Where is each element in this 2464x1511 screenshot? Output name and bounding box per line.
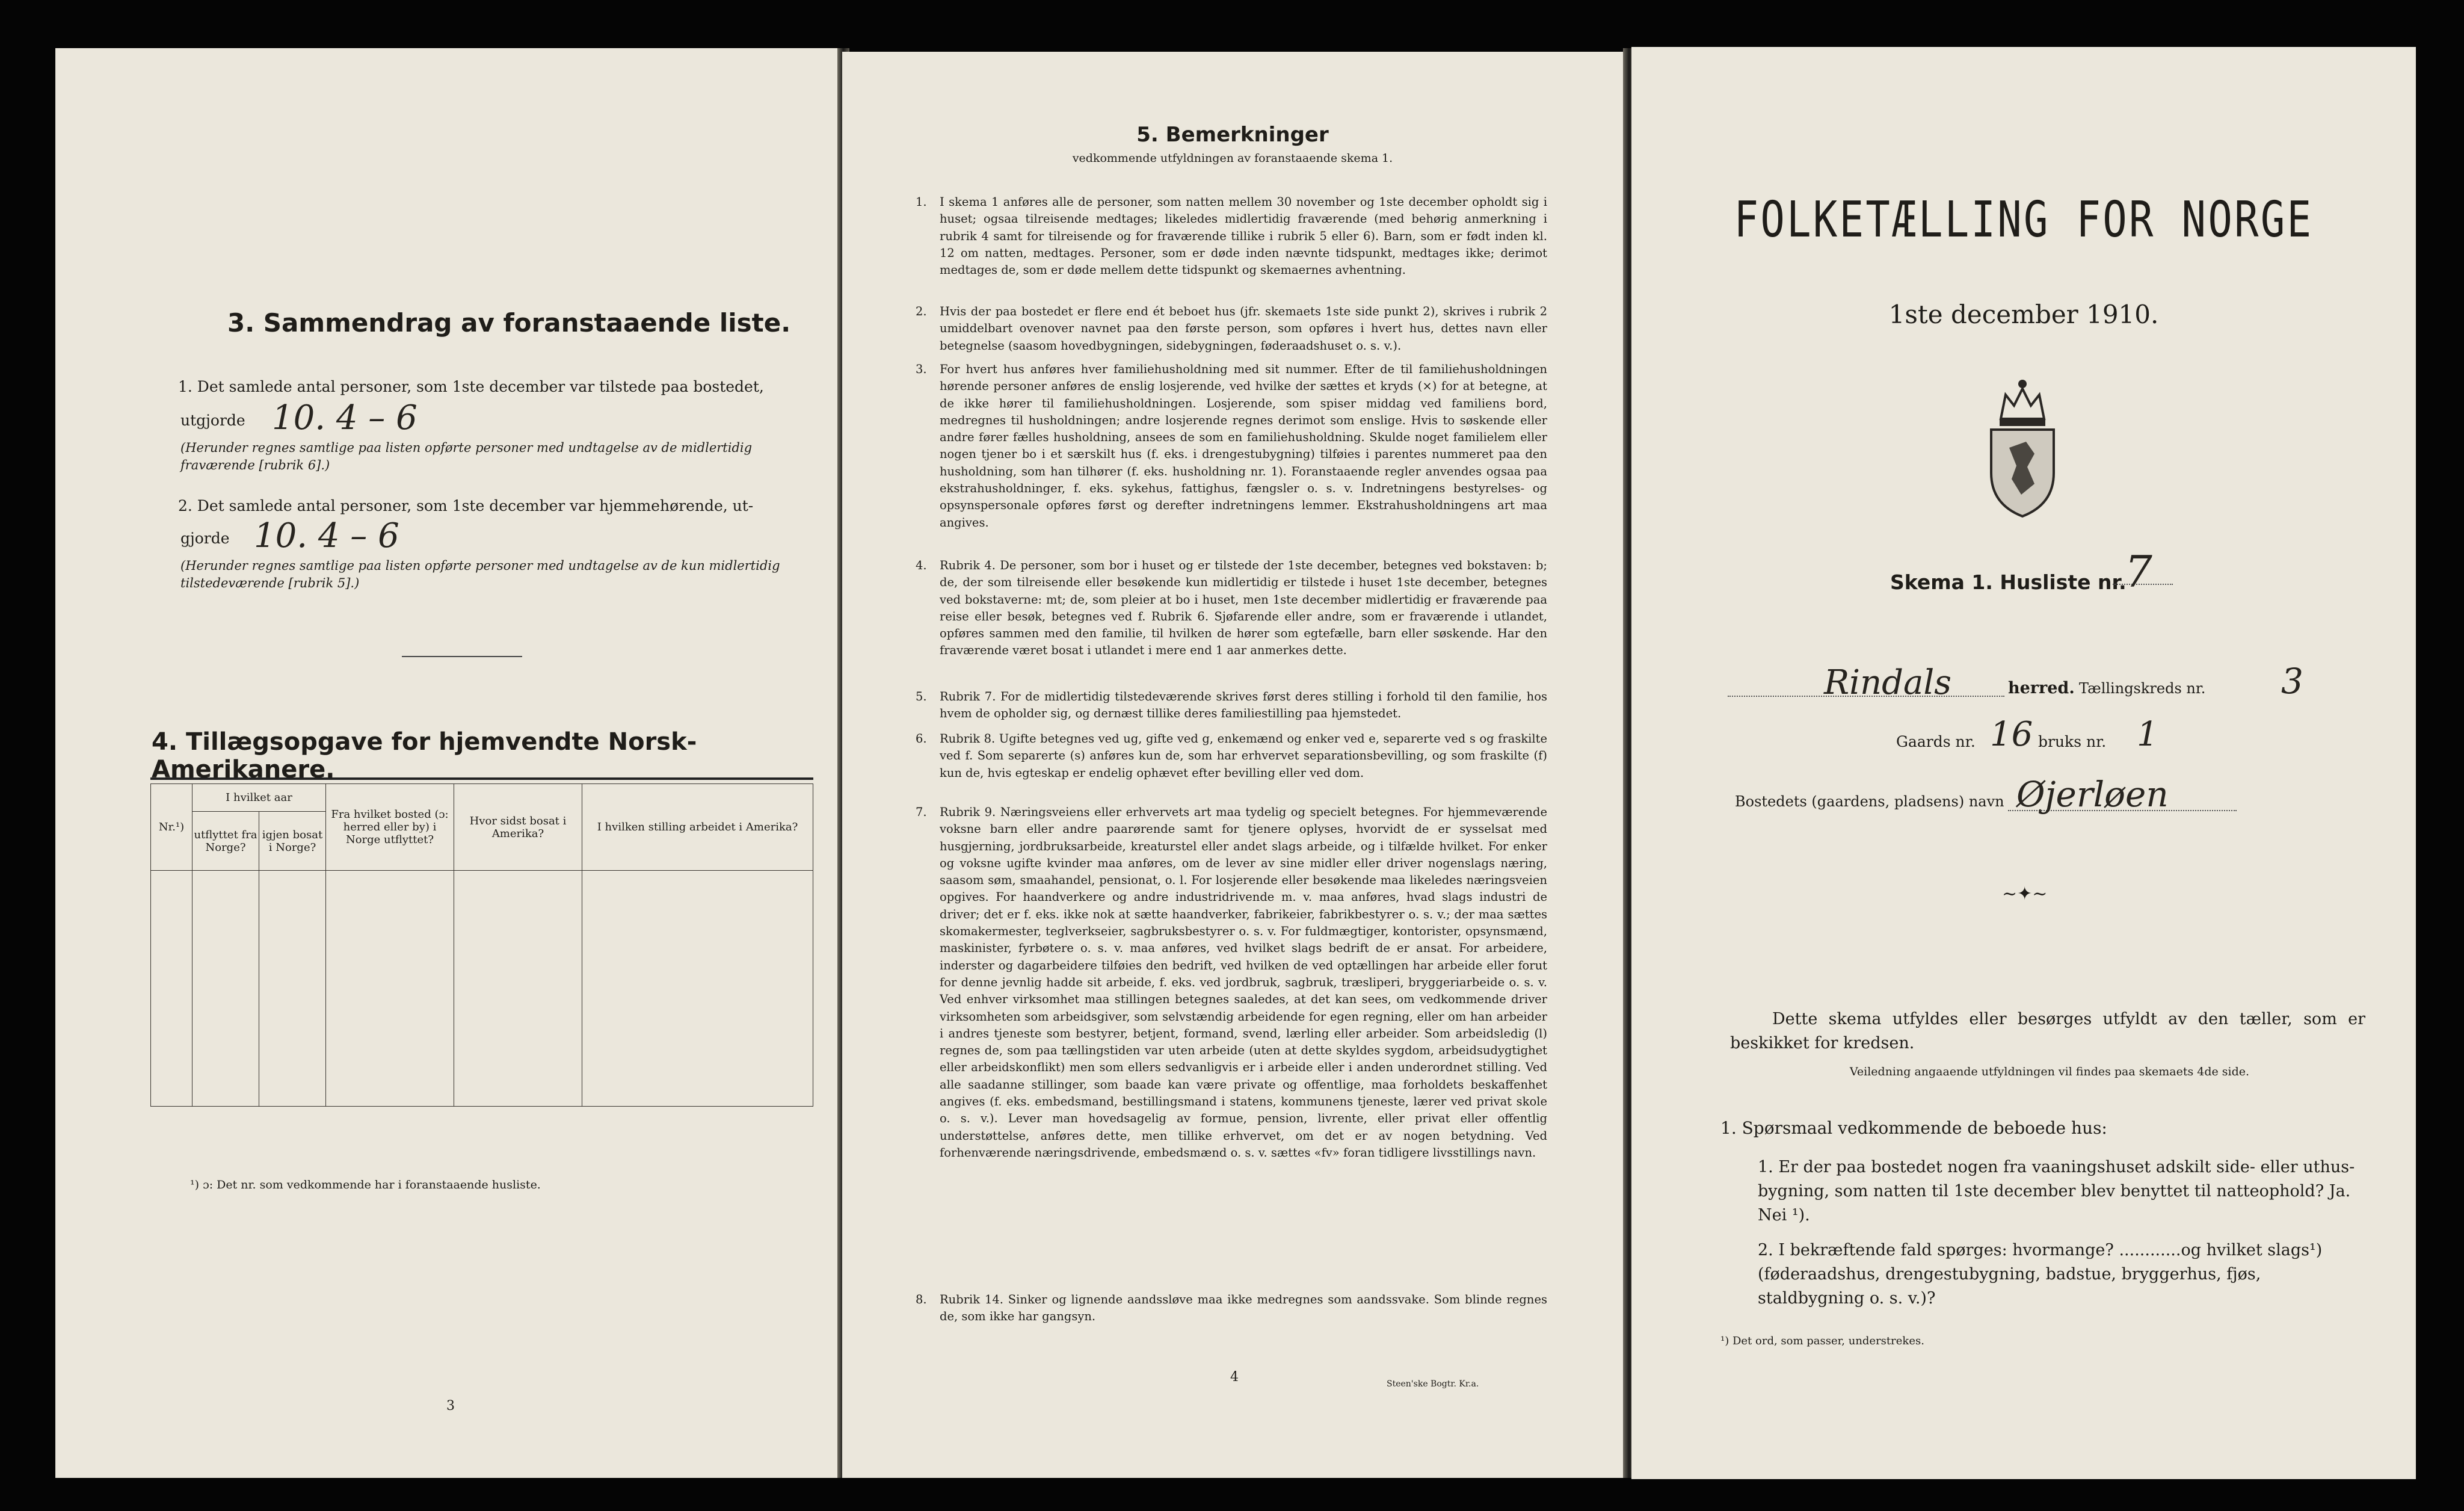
table-header-col-e: I hvilken stilling arbeidet i Amerika? (582, 784, 813, 871)
krets-label: Tællingskreds nr. (2079, 680, 2206, 697)
remark-3: 3. For hvert hus anføres hver familiehusholdning med sit nummer. Efter de til familiehusholdningen hørende personer anføres de enslig losjerende, ved hvilke der sættes et kryds (×) for at betegne, at de ikke hører til familiehusholdningen. Losjerende, som spiser middag ved familiens bord, medregnes til husholdningen; andre losjerende regnes derimot som enslige. Hvis to søskende eller andre fører fælles husholdning, ansees de som en familiehusholdning. Skulde noget familielem eller nogen tjener bo i et særskilt hus (f. eks. i drengestubygning) tilføies i parentes nummeret paa den husholdning, som han tilhører (f. eks. husholdning nr. 1). Foranstaaende regler anvendes ogsaa paa ekstrahusholdninger, f. eks. sykehus, fattighus, fængsler o. s. v. Indretningens bestyrelses- og opsynspersonale opføres først og derefter indretningens lemmer. Ekstrahusholdningens art maa angives. (916, 362, 1547, 530)
summary-item-1-note: (Herunder regnes samtlige paa listen opførte personer med undtagelse av de midlertidig fraværende [rubrik 6].) (180, 440, 753, 472)
ornament-divider: ~✦~ (2002, 883, 2048, 904)
table-header-col-d: Hvor sidst bosat i Amerika? (454, 784, 582, 871)
remark-5: 5. Rubrik 7. For de midlertidig tilstedeværende skrives først deres stilling i forhold til den familie, hos hvem de opholder sig, og dernæst tillike deres familiestilling paa hjemstedet. (916, 690, 1547, 721)
remarks-subtitle: vedkommende utfyldningen av foranstaaende skema 1. (1072, 152, 1393, 165)
schema-label: Skema 1. Husliste nr. (1890, 570, 2127, 594)
summary-item-2-note: (Herunder regnes samtlige paa listen opførte personer med undtagelse av de kun midlertidig tilstedeværende [rubrik 5].) (180, 558, 780, 590)
page-number: 4 (1230, 1370, 1239, 1385)
norway-coat-of-arms-icon (1983, 377, 2062, 519)
table-top-rule (150, 777, 813, 780)
page-middle (842, 52, 1623, 1478)
table-cell (192, 871, 259, 1107)
remark-4: 4. Rubrik 4. De personer, som bor i huset og er tilstede der 1ste december, betegnes ved bokstaven: b; de, der som tilreisende eller besøkende kun midlertidig er tilstede i huset 1ste december, betegnes ved bokstaverne: mt; de, som pleier at bo i huset, men 1ste december midlertidig er fraværende paa reise eller besøk, betegnes ved f. Rubrik 6. Sjøfarende eller andre, som er fraværende i utlandet, opføres sammen med den familie, til hvilken de hører som egtefælle, barn eller søskende. Har den fraværende været bosat i utlandet i mere end 1 aar anmerkes dette. (916, 558, 1547, 658)
krets-value: 3 (2281, 661, 2303, 702)
table-cell (454, 871, 582, 1107)
questions-title: 1. Spørsmaal vedkommende de beboede hus: (1720, 1118, 2107, 1138)
remark-7: 7. Rubrik 9. Næringsveiens eller erhvervets art maa tydelig og specielt betegnes. For hjemmeværende voksne barn eller andre paarørende samt for tjenere oplyses, hvorvidt de er sysselsat med husgjerning, jordbruksarbeide, kreaturstel eller andet slags arbeide, og i tilfælde hvilket. For enker og voksne ugifte kvinder maa anføres, om de lever av sine midler eller driver nogenslags næring, saasom søm, smaahandel, pensionat, o. l. For losjerende eller besøkende maa likeledes næringsveien opgives. For haandverkere og andre industridrivende m. v. maa anføres, hvad slags industri de driver; det er f. eks. ikke nok at sætte haandverker, fabrikeier, fabrikbestyrer o. s. v.; der maa sættes skomakermester, teglverkseier, sagbruksbestyrer o. s. v. For fuldmægtiger, kontorister, opsynsmænd, maskinister, fyrbøtere o. s. v. maa anføres, ved hvilket slags bedrift de er ansat. For arbeidere, inderster og dagarbeidere tilføies den bedrift, ved hvilken de ved optællingen har arbeide eller forut for denne jevnlig hadde sit arbeide, f. eks. ved jordbruk, sagbruk, træsliperi, bryggeriarbeide o. s. v. Ved enhver virksomhet maa stillingen betegnes saaledes, at det kan sees, om vedkommende driver virksomheten som arbeidsgiver, som selvstændig arbeidende for egen regning, eller om han arbeider i andres tjeneste som bestyrer, betjent, formand, svend, lærling eller arbeider. Som arbeidsledig (l) regnes de, som paa tællingstiden var uten arbeide (uten at dette skyldes sygdom, arbeidsudygtighet eller arbeidskonflikt) men som ellers sedvanligvis er i arbeide eller i anden underordnet stilling. Ved alle saadanne stillinger, som baade kan være private og offentlige, maa forholdets beskaffenhet angives (f. eks. embedsmand, bestillingsmand i statens, kommunens tjeneste, lærer ved privat skole o. s. v.). Lever man hovedsagelig av formue, pension, livrente, eller privat eller offentlig understøttelse, anføres dette, men tillike erhvervet, om det er av nogen betydning. Ved forhenværende næringsdrivende, embedsmænd o. s. v. sættes «fv» foran tidligere livsstillings navn. (916, 805, 1547, 1160)
question-1: 1. Er der paa bostedet nogen fra vaaningshuset adskilt side- eller uthus-bygning, som natten til 1ste december blev benyttet til natteophold? Ja. Nei ¹). (1758, 1158, 2355, 1225)
table-footnote: ¹) ɔ: Det nr. som vedkommende har i foranstaaende husliste. (190, 1178, 541, 1191)
table-header-group: I hvilket aar (192, 784, 326, 812)
divider (402, 656, 522, 657)
summary-item-2: 2. Det samlede antal personer, som 1ste december var hjemmehørende, ut- (178, 497, 754, 514)
census-title: FOLKETÆLLING FOR NORGE (1734, 191, 2314, 249)
herred-value: Rindals (1824, 663, 1952, 702)
table-cell (259, 871, 326, 1107)
remark-2: 2. Hvis der paa bostedet er flere end ét beboet hus (jfr. skemaets 1ste side punkt 2), skrives i rubrik 2 umiddelbart ovenover navnet paa den første person, som opføres i hvert hus, dettes navn eller betegnelse (saasom hovedbygningen, sidebygningen, føderaadshuset o. s. v.). (916, 304, 1547, 353)
page-footnote: ¹) Det ord, som passer, understrekes. (1720, 1335, 1924, 1347)
gaards-label: Gaards nr. (1896, 733, 1976, 750)
section-4-title: 4. Tillægsopgave for hjemvendte Norsk-Amerikanere. (152, 728, 697, 783)
summary-item-2-value: 10. 4 – 6 (254, 516, 399, 555)
table-cell (582, 871, 813, 1107)
bosted-label: Bostedets (gaardens, pladsens) navn (1735, 793, 2004, 810)
table-header-col-a: utflyttet fra Norge? (192, 812, 259, 871)
section-3-title: 3. Sammendrag av foranstaaende liste. (227, 308, 791, 338)
remark-6: 6. Rubrik 8. Ugifte betegnes ved ug, gifte ved g, enkemænd og enker ved e, separerte ved s og fraskilte ved f. Som separerte (s) anføres kun de, som har erhvervet separationsbevilling, og som fraskilte (f) kun de, hvis egteskap er endelig ophævet efter bevilling eller ved dom. (916, 732, 1547, 780)
census-date: 1ste december 1910. (1888, 300, 2159, 329)
table-cell (326, 871, 454, 1107)
gaards-value: 16 (1990, 715, 2033, 754)
bosted-value: Øjerløen (2016, 774, 2169, 815)
table-cell (151, 871, 192, 1107)
summary-item-1-value: 10. 4 – 6 (272, 398, 417, 437)
page-number: 3 (446, 1398, 455, 1414)
husliste-nr-value: 7 (2125, 546, 2152, 597)
remarks-title: 5. Bemerkninger (1136, 123, 1329, 147)
printer-mark: Steen'ske Bogtr. Kr.a. (1387, 1379, 1479, 1389)
question-2: 2. I bekræftende fald spørges: hvormange? ............og hvilket slags¹) (føderaadshus, drengestubygning, badstue, bryggerhus, fjøs, staldbygning o. s. v.)? (1758, 1241, 2323, 1308)
bruks-label: bruks nr. (2038, 733, 2107, 750)
page-right (1631, 47, 2416, 1479)
summary-item-2-label: gjorde (180, 530, 230, 547)
remark-8: 8. Rubrik 14. Sinker og lignende aandssløve maa ikke medregnes som aandssvake. Som blinde regnes de, som ikke har gangsyn. (916, 1293, 1547, 1324)
summary-item-1-label: utgjorde (180, 412, 245, 429)
remark-1: 1. I skema 1 anføres alle de personer, som natten mellem 30 november og 1ste december opholdt sig i huset; ogsaa tilreisende medtages; likeledes midlertidig fraværende (med behørig anmerkning i rubrik 4 samt for tilreisende og for fraværende tillike i rubrik 5 eller 6). Barn, som er født inden kl. 12 om natten, medtages. Personer, som er døde inden nævnte tidspunkt, medtages ikke; derimot medtages de, som er døde mellem dette tidspunkt og skemaernes avhentning. (916, 195, 1547, 277)
page-left (55, 48, 837, 1478)
instruction-text: Dette skema utfyldes eller besørges utfyldt av den tæller, som er beskikket for kredsen. (1730, 1010, 2365, 1052)
norsk-amerikanere-table (150, 783, 813, 1107)
bruks-value: 1 (2137, 715, 2158, 754)
table-header-col-c: Fra hvilket bosted (ɔ: herred eller by) i Norge utflyttet? (326, 784, 454, 871)
table-header-col-b: igjen bosat i Norge? (259, 812, 326, 871)
summary-item-1: 1. Det samlede antal personer, som 1ste december var tilstede paa bostedet, (178, 378, 764, 395)
instruction-note: Veiledning angaaende utfyldningen vil findes paa skemaets 4de side. (1849, 1065, 2250, 1078)
herred-label: herred. (2008, 679, 2075, 697)
table-header-nr: Nr.¹) (151, 784, 192, 871)
